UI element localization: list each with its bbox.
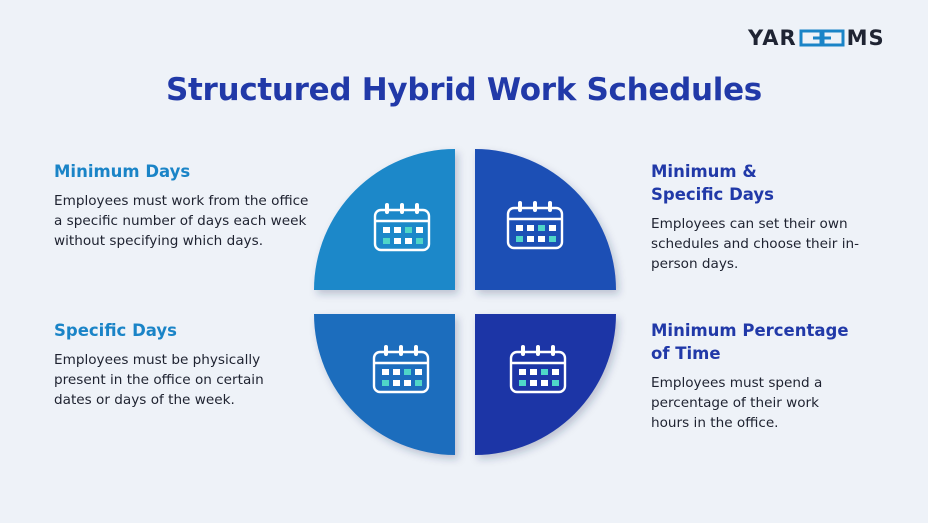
page-title: Structured Hybrid Work Schedules xyxy=(166,72,762,108)
quadrant-text-minimum-specific-days xyxy=(651,160,881,274)
quadrant-text-minimum-days xyxy=(54,160,314,251)
description-minimum-days: Employees must work from the office a specific number of days each week without specifying which days. xyxy=(54,193,309,249)
quadrant-text-minimum-percentage xyxy=(651,319,871,433)
heading-minimum-percentage: Minimum Percentage of Time xyxy=(651,321,849,363)
heading-minimum-specific-days: Minimum & Specific Days xyxy=(651,162,774,204)
heading-minimum-days: Minimum Days xyxy=(54,162,191,181)
description-minimum-specific-days: Employees can set their own schedules and choose their in-person days. xyxy=(651,216,860,272)
description-specific-days: Employees must be physically present in the office on certain dates or days of the week. xyxy=(54,352,264,408)
logo-text-left: YAR xyxy=(748,26,797,50)
heading-specific-days: Specific Days xyxy=(54,321,177,340)
logo-text-right: MS xyxy=(846,26,885,50)
description-minimum-percentage: Employees must spend a percentage of their work hours in the office. xyxy=(651,375,823,431)
quadrant-text-specific-days xyxy=(54,319,299,410)
quadrant-top-left xyxy=(314,149,455,290)
